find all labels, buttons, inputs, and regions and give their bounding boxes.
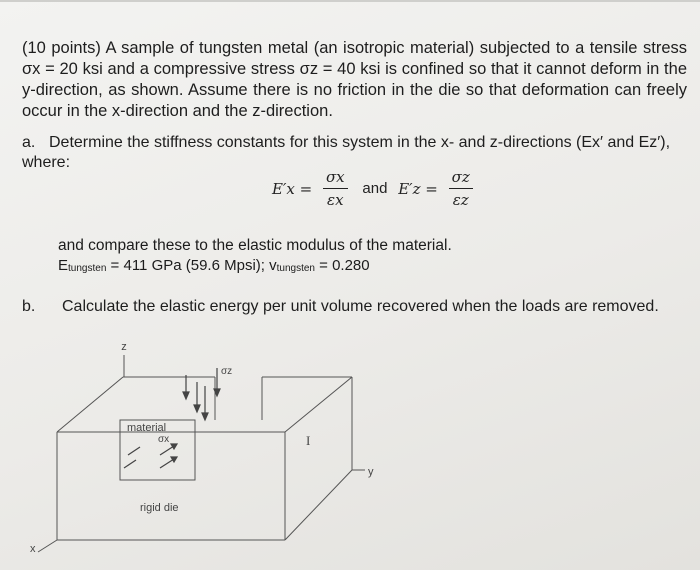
die-left-diagonal <box>57 377 123 432</box>
sigma-z-arrowhead-1 <box>183 392 189 399</box>
poisson-subscript: tungsten <box>276 263 315 274</box>
sigma-x-arrowhead-3 <box>171 444 177 449</box>
problem-statement <box>22 38 687 122</box>
sigma-x-arrow-1 <box>128 447 140 455</box>
sigma-x-label: σx <box>158 434 170 445</box>
modulus-symbol: E <box>58 257 69 274</box>
y-axis-label: y <box>368 466 374 478</box>
page-top-edge <box>0 0 700 2</box>
sigma-z-label: σz <box>221 366 233 377</box>
compare-text: and compare these to the elastic modulus of the material. <box>58 237 452 254</box>
fraction-z <box>449 168 473 209</box>
part-b-label: b. <box>22 298 36 315</box>
poisson-symbol: v <box>269 257 277 274</box>
die-right-diagonal <box>285 377 352 432</box>
fraction-z-numerator: σz <box>449 168 473 189</box>
part-b-text: Calculate the elastic energy per unit volume recovered when the loads are removed. <box>62 298 659 315</box>
sigma-z-arrowhead-2 <box>194 405 200 412</box>
material-properties <box>58 256 688 279</box>
modulus-value: = 411 GPa (59.6 Mpsi); <box>106 257 270 274</box>
die-mark: I <box>306 433 311 448</box>
sigma-x-arrow-4 <box>160 459 174 468</box>
stiffness-formula <box>272 168 473 224</box>
sigma-z-arrowhead-3 <box>202 413 208 420</box>
die-diagram <box>0 330 700 570</box>
compare-block <box>58 236 688 279</box>
part-a <box>22 133 692 173</box>
fraction-x <box>323 168 348 209</box>
problem-intro: (10 points) A sample of tungsten metal (an isotropic material) subjected to a tensile stress σx = 20 ksi and a compressive stress σz = 40 ksi is confined so that it cannot deform in the y-direction, as shown. Assume there is no friction in the die so that deformation can freely occur in the x-direction and the z-direction. <box>22 39 687 120</box>
formula-lhs-x: E′x = <box>272 179 313 198</box>
x-axis-label: x <box>30 543 36 555</box>
material-label: material <box>127 422 167 434</box>
fraction-x-numerator: σx <box>323 168 348 189</box>
formula-lhs-z: E′z = <box>398 179 438 198</box>
formula-and: and <box>362 180 388 197</box>
poisson-value: = 0.280 <box>314 257 370 274</box>
modulus-subscript: tungsten <box>68 263 107 274</box>
sigma-x-arrow-3 <box>160 446 174 455</box>
sigma-x-arrowhead-4 <box>171 457 177 462</box>
x-axis-line <box>38 540 57 552</box>
part-a-text: Determine the stiffness constants for this system in the x- and z-directions (Ex′ and Ez′), where: <box>22 134 671 171</box>
fraction-z-denominator: εz <box>452 191 469 209</box>
fraction-x-denominator: εx <box>327 191 344 209</box>
z-axis-label: z <box>121 341 127 353</box>
part-b <box>22 298 692 316</box>
die-bottom-right-diagonal <box>285 470 352 540</box>
part-a-label: a. <box>22 134 36 151</box>
rigid-die-label: rigid die <box>140 502 179 514</box>
sigma-x-arrow-2 <box>124 460 136 468</box>
